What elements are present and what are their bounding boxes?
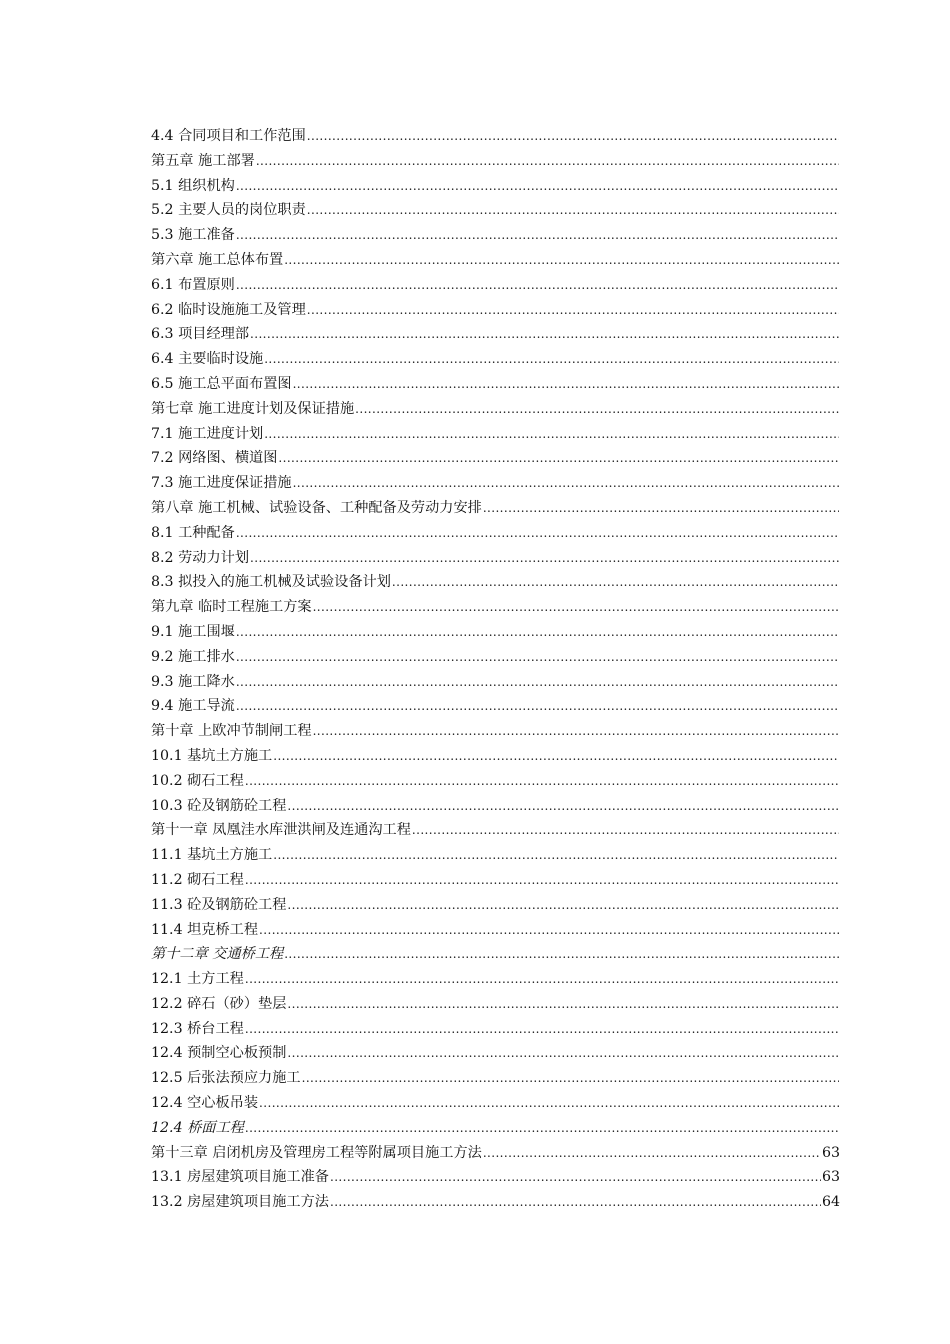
toc-entry[interactable] [151,347,840,372]
toc-entry[interactable] [151,719,840,744]
toc-entry[interactable] [151,174,840,199]
toc-entry-title: 13.2 房屋建筑项目施工方法 [151,1194,329,1211]
toc-entry-title: 10.3 砼及钢筋砼工程 [151,797,287,814]
dot-leader [307,298,839,323]
toc-entry[interactable] [151,322,840,347]
toc-entry-title: 11.3 砼及钢筋砼工程 [151,896,287,913]
toc-entry-title: 13.1 房屋建筑项目施工准备 [151,1169,329,1186]
toc-entry[interactable] [151,1041,840,1066]
toc-entry[interactable] [151,893,840,918]
toc-entry[interactable] [151,496,840,521]
dot-leader [307,198,839,223]
toc-entry[interactable] [151,967,840,992]
dot-leader [236,273,839,298]
toc-entry[interactable] [151,422,840,447]
dot-leader [236,694,839,719]
dot-leader [264,422,839,447]
dot-leader [236,620,839,645]
dot-leader [245,769,839,794]
toc-entry[interactable] [151,298,840,323]
toc-entry[interactable] [151,1165,840,1190]
dot-leader [313,719,839,744]
toc-entry-title: 第六章 施工总体布置 [151,251,284,268]
toc-entry[interactable] [151,992,840,1017]
toc-entry[interactable] [151,570,840,595]
toc-entry[interactable] [151,694,840,719]
toc-entry[interactable] [151,1066,840,1091]
dot-leader [236,670,839,695]
toc-entry[interactable] [151,546,840,571]
toc-entry-title: 6.1 布置原则 [151,276,235,293]
toc-entry[interactable] [151,446,840,471]
toc-entry[interactable] [151,1116,840,1141]
toc-entry-title: 9.4 施工导流 [151,698,235,715]
toc-entry-page-number: 63 [821,1169,840,1186]
toc-entry-title: 6.5 施工总平面布置图 [151,375,292,392]
toc-entry[interactable] [151,248,840,273]
toc-entry-title: 8.3 拟投入的施工机械及试验设备计划 [151,574,391,591]
dot-leader [392,570,839,595]
toc-entry-page-number: 64 [821,1194,840,1211]
toc-entry-title: 12.5 后张法预应力施工 [151,1070,301,1087]
toc-entry-title: 9.3 施工降水 [151,673,235,690]
toc-entry[interactable] [151,620,840,645]
toc-entry-title: 11.1 基坑土方施工 [151,847,273,864]
toc-entry[interactable] [151,868,840,893]
dot-leader [307,124,839,149]
dot-leader [236,223,839,248]
toc-entry[interactable] [151,198,840,223]
toc-entry[interactable] [151,595,840,620]
dot-leader [273,843,839,868]
toc-entry-title: 5.2 主要人员的岗位职责 [151,202,306,219]
toc-entry-title: 7.1 施工进度计划 [151,425,264,442]
toc-entry-title: 6.4 主要临时设施 [151,351,264,368]
dot-leader [412,818,839,843]
toc-entry[interactable] [151,149,840,174]
toc-entry[interactable] [151,769,840,794]
toc-entry-title: 12.4 桥面工程 [151,1119,244,1136]
toc-entry[interactable] [151,372,840,397]
dot-leader [273,744,839,769]
toc-entry[interactable] [151,918,840,943]
dot-leader [236,645,839,670]
dot-leader [236,174,839,199]
dot-leader [355,397,839,422]
toc-entry[interactable] [151,1091,840,1116]
toc-entry[interactable] [151,1141,840,1166]
toc-entry[interactable] [151,670,840,695]
toc-entry-title: 10.2 砌石工程 [151,772,244,789]
dot-leader [284,942,839,967]
toc-entry-title: 第十章 上欧冲节制闸工程 [151,723,312,740]
toc-entry-title: 5.3 施工准备 [151,227,235,244]
dot-leader [483,496,839,521]
toc-entry-title: 12.1 土方工程 [151,971,244,988]
toc-entry-title: 11.4 坦克桥工程 [151,921,259,938]
toc-entry[interactable] [151,124,840,149]
toc-entry-title: 5.1 组织机构 [151,177,235,194]
toc-entry[interactable] [151,942,840,967]
dot-leader [256,149,839,174]
dot-leader [259,918,839,943]
toc-entry[interactable] [151,1017,840,1042]
dot-leader [293,471,839,496]
dot-leader [302,1066,839,1091]
toc-entry[interactable] [151,744,840,769]
dot-leader [483,1141,821,1166]
dot-leader [278,446,839,471]
dot-leader [245,967,839,992]
dot-leader [236,521,839,546]
dot-leader [330,1190,821,1215]
toc-entry[interactable] [151,397,840,422]
dot-leader [284,248,839,273]
dot-leader [287,1041,839,1066]
toc-entry-title: 11.2 砌石工程 [151,871,244,888]
dot-leader [259,1091,839,1116]
toc-entry-title: 6.3 项目经理部 [151,326,250,343]
toc-entry[interactable] [151,818,840,843]
toc-entry-title: 第九章 临时工程施工方案 [151,599,312,616]
toc-entry-title: 12.4 预制空心板预制 [151,1045,287,1062]
toc-entry-title: 10.1 基坑土方施工 [151,747,273,764]
toc-entry-title: 12.4 空心板吊装 [151,1095,259,1112]
toc-entry-title: 6.2 临时设施施工及管理 [151,301,306,318]
dot-leader [245,868,839,893]
toc-entry-title: 第十三章 启闭机房及管理房工程等附属项目施工方法 [151,1144,482,1161]
toc-entry[interactable] [151,645,840,670]
toc-entry-title: 第八章 施工机械、试验设备、工种配备及劳动力安排 [151,499,482,516]
toc-entry-title: 8.1 工种配备 [151,524,235,541]
dot-leader [313,595,839,620]
dot-leader [245,1116,839,1141]
table-of-contents [151,124,840,1215]
toc-entry[interactable] [151,521,840,546]
toc-entry-title: 12.3 桥台工程 [151,1020,244,1037]
dot-leader [287,992,839,1017]
toc-entry-title: 9.2 施工排水 [151,648,235,665]
toc-entry-title: 7.2 网络图、横道图 [151,450,278,467]
toc-entry-title: 4.4 合同项目和工作范围 [151,128,306,144]
dot-leader [330,1165,821,1190]
dot-leader [287,893,839,918]
toc-entry-title: 9.1 施工围堰 [151,623,235,640]
toc-entry[interactable] [151,1190,840,1215]
toc-entry-page-number: 63 [821,1144,840,1161]
dot-leader [287,794,839,819]
dot-leader [250,546,839,571]
dot-leader [250,322,839,347]
toc-entry[interactable] [151,794,840,819]
toc-entry-title: 8.2 劳动力计划 [151,549,250,566]
toc-entry-title: 第七章 施工进度计划及保证措施 [151,400,355,417]
toc-entry[interactable] [151,843,840,868]
dot-leader [245,1017,839,1042]
toc-entry[interactable] [151,223,840,248]
toc-entry[interactable] [151,273,840,298]
toc-entry-title: 第五章 施工部署 [151,152,255,169]
dot-leader [264,347,839,372]
toc-entry-title: 7.3 施工进度保证措施 [151,475,292,492]
toc-entry-title: 12.2 碎石（砂）垫层 [151,995,287,1012]
dot-leader [293,372,839,397]
toc-entry-title: 第十二章 交通桥工程 [151,946,284,963]
toc-entry-title: 第十一章 凤凰洼水库泄洪闸及连通沟工程 [151,822,411,839]
toc-entry[interactable] [151,471,840,496]
